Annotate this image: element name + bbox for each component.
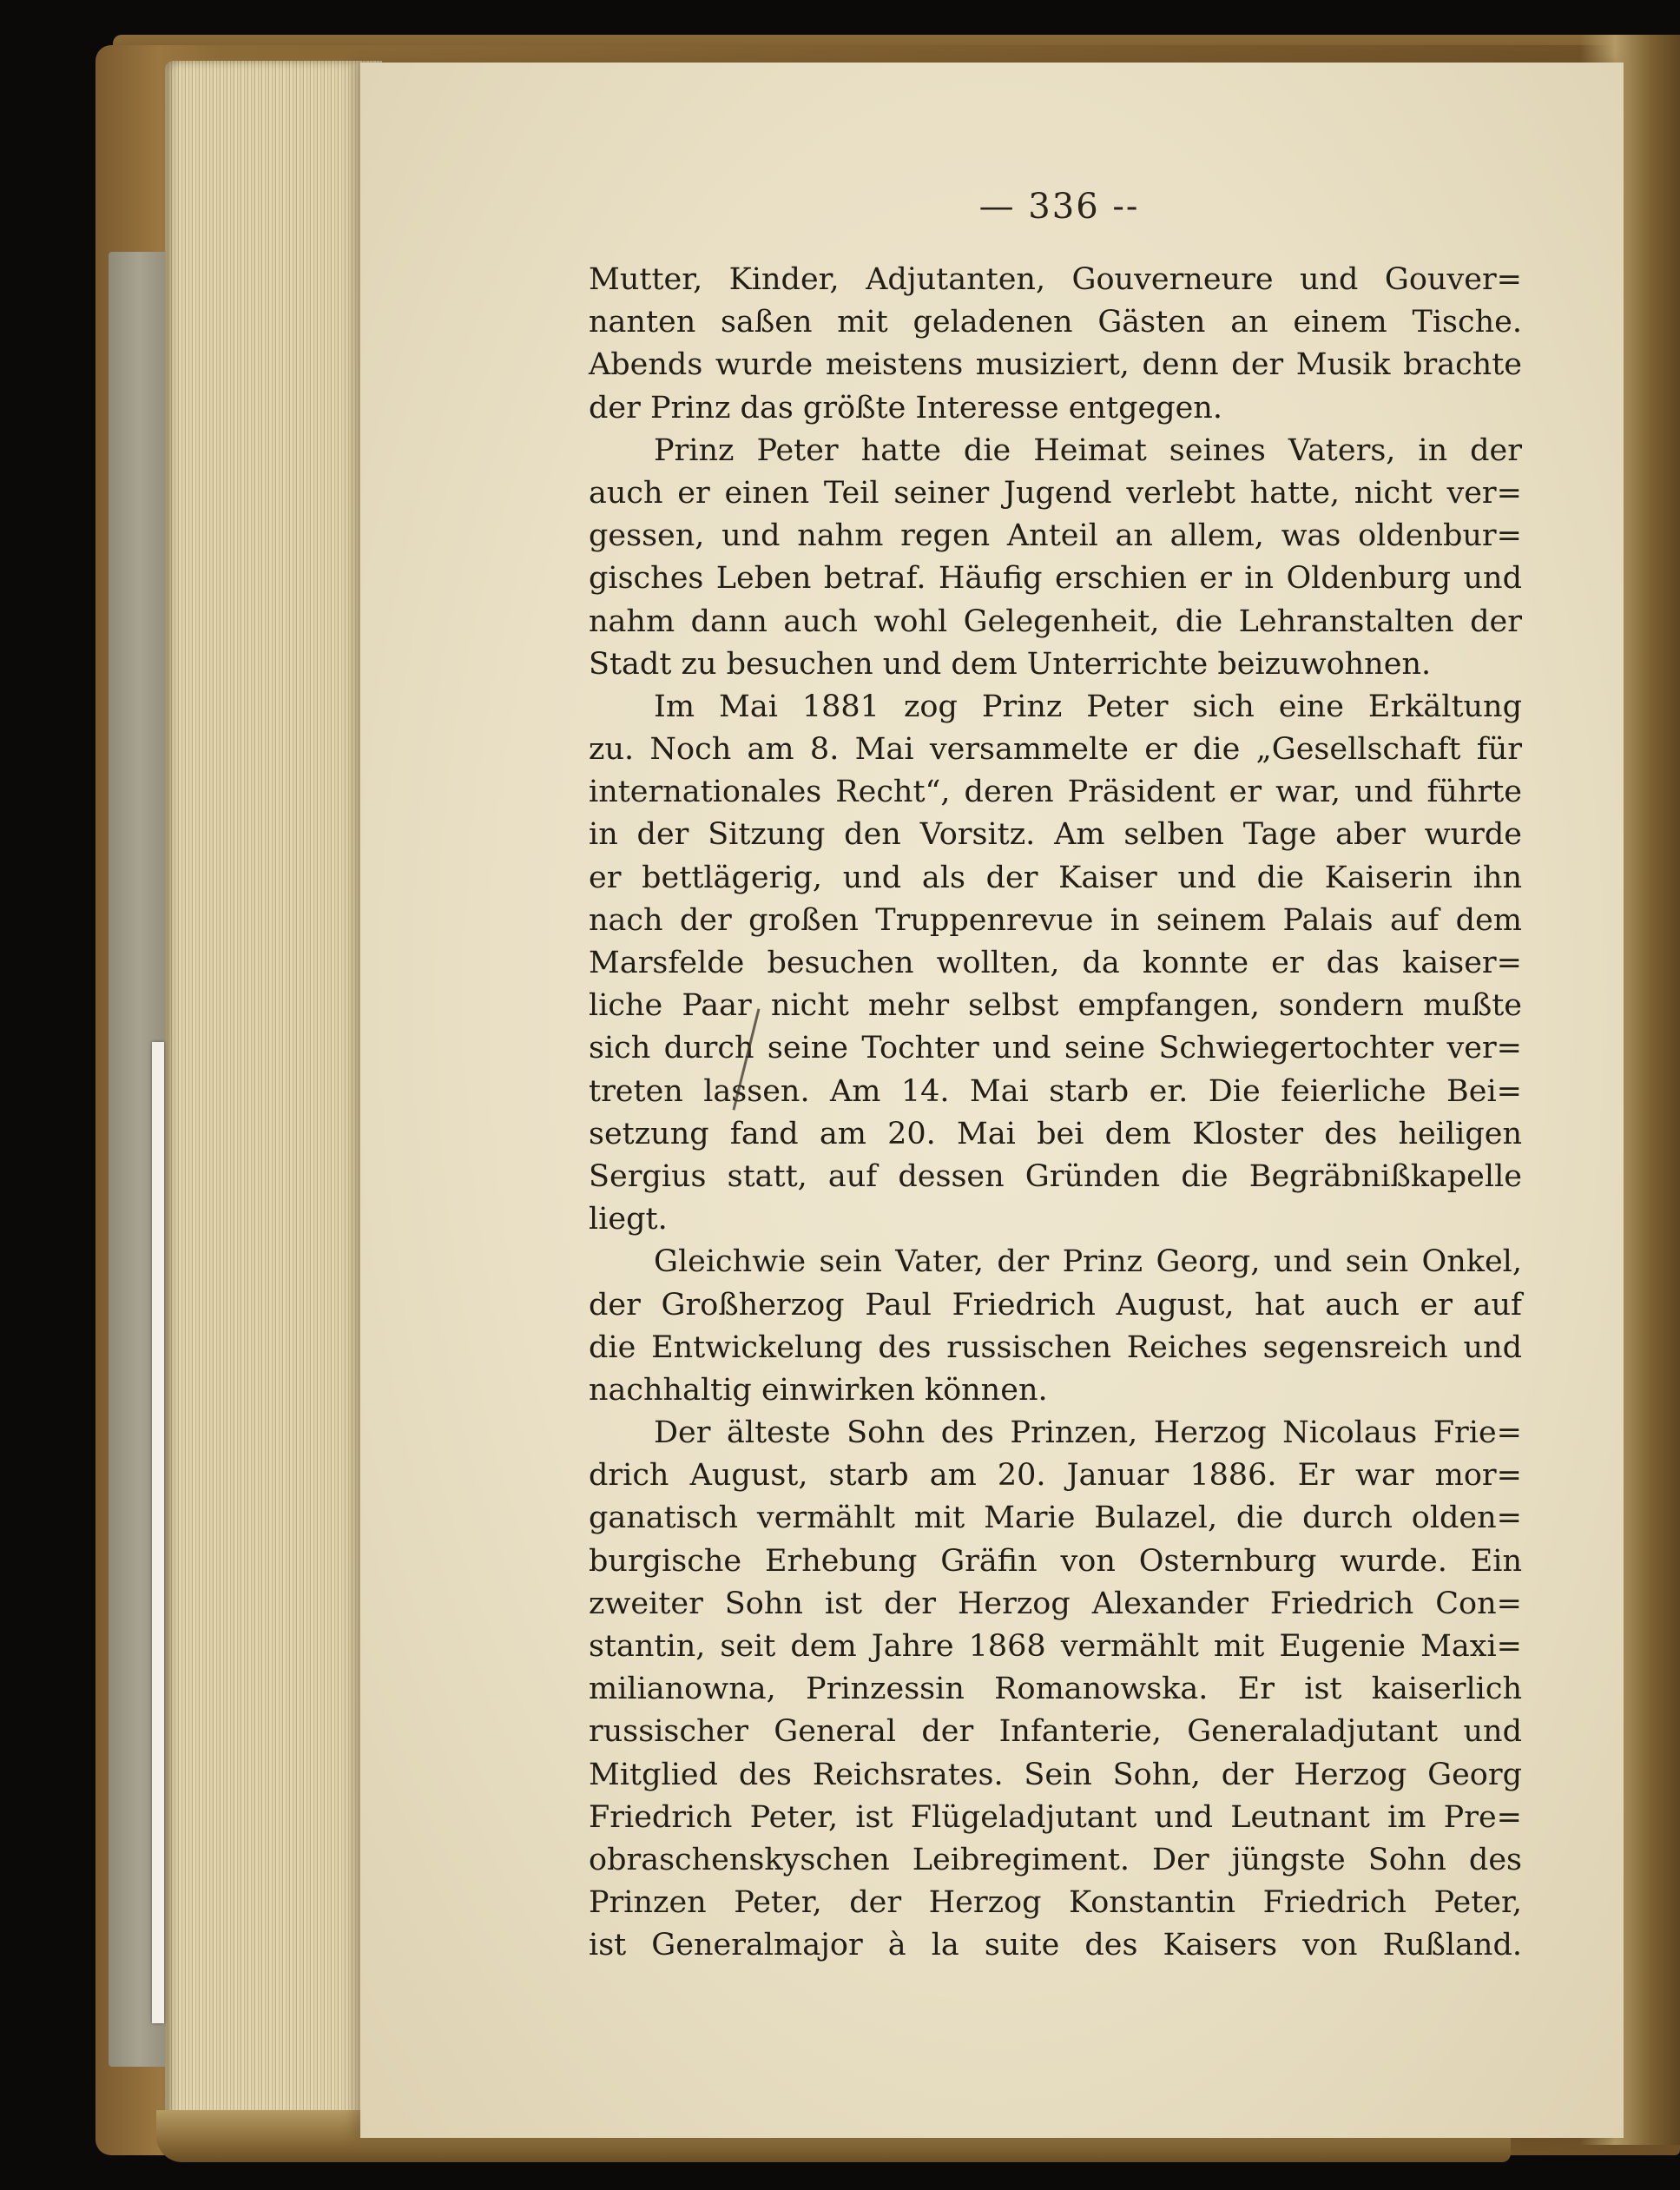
text-line: Abends wurde meistens musiziert, denn der Musik brachte xyxy=(589,347,1522,383)
text-line: gessen, und nahm regen Anteil an allem, was oldenbur= xyxy=(589,518,1522,554)
text-line: nahm dann auch wohl Gelegenheit, die Lehranstalten der xyxy=(589,604,1522,639)
text-line: auch er einen Teil seiner Jugend verlebt hatte, nicht ver= xyxy=(589,475,1522,511)
text-line: nach der großen Truppenrevue in seinem Palais auf dem xyxy=(589,902,1522,938)
text-line: sich durch seine Tochter und seine Schwiegertochter ver= xyxy=(589,1031,1522,1066)
text-line: Prinzen Peter, der Herzog Konstantin Friedrich Peter, xyxy=(589,1885,1522,1921)
text-line: gisches Leben betraf. Häufig erschien er in Oldenburg und xyxy=(589,561,1522,597)
text-line: liche Paar nicht mehr selbst empfangen, sondern mußte xyxy=(589,988,1522,1024)
text-line: er bettlägerig, und als der Kaiser und die Kaiserin ihn xyxy=(589,860,1522,895)
text-line: internationales Recht“, deren Präsident er war, und führte xyxy=(589,775,1522,810)
text-line: treten lassen. Am 14. Mai starb er. Die feierliche Bei= xyxy=(589,1073,1522,1109)
text-line: Friedrich Peter, ist Flügeladjutant und Leutnant im Pre= xyxy=(589,1799,1522,1835)
text-line: liegt. xyxy=(589,1202,668,1237)
text-line: Gleichwie sein Vater, der Prinz Georg, und sein Onkel, xyxy=(654,1244,1522,1280)
text-line: Stadt zu besuchen und dem Unterrichte beizuwohnen. xyxy=(589,646,1432,682)
text-line: burgische Erhebung Gräfin von Osternburg wurde. Ein xyxy=(589,1543,1522,1579)
text-line: ist Generalmajor à la suite des Kaisers von Rußland. xyxy=(589,1928,1522,1963)
page-number: — 336 -- xyxy=(978,187,1140,227)
text-line: der Großherzog Paul Friedrich August, hat auch er auf xyxy=(589,1287,1522,1323)
text-line: Prinz Peter hatte die Heimat seines Vaters, in der xyxy=(654,432,1522,468)
text-line: Mutter, Kinder, Adjutanten, Gouverneure und Gouver= xyxy=(589,262,1522,297)
text-line: milianowna, Prinzessin Romanowska. Er ist kaiserlich xyxy=(589,1672,1522,1707)
text-line: nachhaltig einwirken können. xyxy=(589,1372,1048,1408)
text-line: nanten saßen mit geladenen Gästen an einem Tische. xyxy=(589,305,1522,340)
text-line: Der älteste Sohn des Prinzen, Herzog Nicolaus Frie= xyxy=(654,1415,1522,1451)
text-line: drich August, starb am 20. Januar 1886. Er war mor= xyxy=(589,1458,1522,1494)
text-line: Mitglied des Reichsrates. Sein Sohn, der Herzog Georg xyxy=(589,1757,1522,1792)
text-line: setzung fand am 20. Mai bei dem Kloster des heiligen xyxy=(589,1116,1522,1151)
page-stack-edge xyxy=(165,61,382,2136)
text-line: der Prinz das größte Interesse entgegen. xyxy=(589,390,1222,425)
text-line: zweiter Sohn ist der Herzog Alexander Friedrich Con= xyxy=(589,1586,1522,1621)
text-line: Im Mai 1881 zog Prinz Peter sich eine Erkältung xyxy=(654,689,1522,724)
text-line: Marsfelde besuchen wollten, da konnte er das kaiser= xyxy=(589,946,1522,980)
text-line: in der Sitzung den Vorsitz. Am selben Tage aber wurde xyxy=(589,817,1522,853)
body-text xyxy=(589,259,1522,1968)
text-line: Sergius statt, auf dessen Gründen die Begräbnißkapelle xyxy=(589,1158,1522,1194)
bookmark-strip xyxy=(152,1042,164,2023)
text-line: zu. Noch am 8. Mai versammelte er die „Gesellschaft für xyxy=(589,732,1522,768)
text-line: russischer General der Infanterie, Generaladjutant und xyxy=(589,1714,1522,1750)
text-line: obraschenskyschen Leibregiment. Der jüngste Sohn des xyxy=(589,1842,1522,1877)
text-line: die Entwickelung des russischen Reiches segensreich und xyxy=(589,1329,1522,1365)
text-line: ganatisch vermählt mit Marie Bulazel, die durch olden= xyxy=(589,1501,1522,1536)
text-line: stantin, seit dem Jahre 1868 vermählt mit Eugenie Maxi= xyxy=(589,1629,1522,1664)
